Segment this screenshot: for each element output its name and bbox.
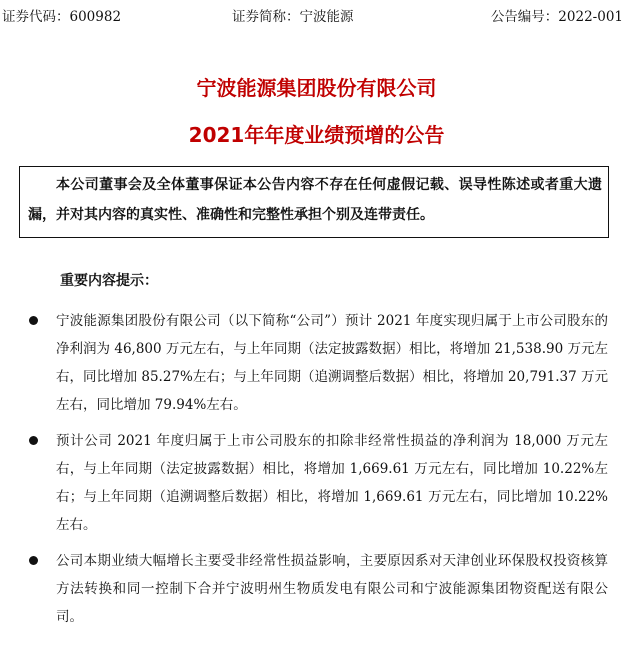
list-item xyxy=(0,427,633,539)
document-header xyxy=(0,6,633,28)
list-item xyxy=(0,547,633,631)
list-item-text: 预计公司 2021 年度归属于上市公司股东的扣除非经常性损益的净利润为 18,000 万元左右，与上年同期（法定披露数据）相比，将增加 1,669.61 万元左右，同比增加 10.22%左右；与上年同期（追溯调整后数据）相比，将增加 1,669.61 万元左右，同比增加 10.22%左右。 xyxy=(56,433,608,533)
stock-abbreviation: 证券简称：宁波能源 xyxy=(232,9,354,25)
bullet-icon xyxy=(29,556,38,565)
company-title: 宁波能源集团股份有限公司 xyxy=(196,76,437,100)
announcement-title: 2021年年度业绩预增的公告 xyxy=(188,123,445,147)
announcement-number: 公告编号：2022-001 xyxy=(490,9,623,25)
list-item-text: 宁波能源集团股份有限公司（以下简称“公司”）预计 2021 年度实现归属于上市公司股东的净利润为 46,800 万元左右，与上年同期（法定披露数据）相比，将增加 21,538.90 万元左右，同比增加 85.27%左右；与上年同期（追溯调整后数据）相比，将增加 20,791.37 万元左右，同比增加 79.94%左右。 xyxy=(56,313,608,413)
key-points-list xyxy=(0,307,633,639)
key-points-heading: 重要内容提示： xyxy=(60,273,158,289)
board-statement-box xyxy=(19,166,609,238)
list-item-text: 公司本期业绩大幅增长主要受非经常性损益影响，主要原因系对天津创业环保股权投资核算方法转换和同一控制下合并宁波明州生物质发电有限公司和宁波能源集团物资配送有限公司。 xyxy=(56,553,608,625)
bullet-icon xyxy=(29,436,38,445)
list-item xyxy=(0,307,633,419)
board-statement-text: 本公司董事会及全体董事保证本公告内容不存在任何虚假记载、误导性陈述或者重大遗漏，并对其内容的真实性、准确性和完整性承担个别及连带责任。 xyxy=(28,177,602,223)
stock-code: 证券代码：600982 xyxy=(2,9,122,25)
bullet-icon xyxy=(29,316,38,325)
